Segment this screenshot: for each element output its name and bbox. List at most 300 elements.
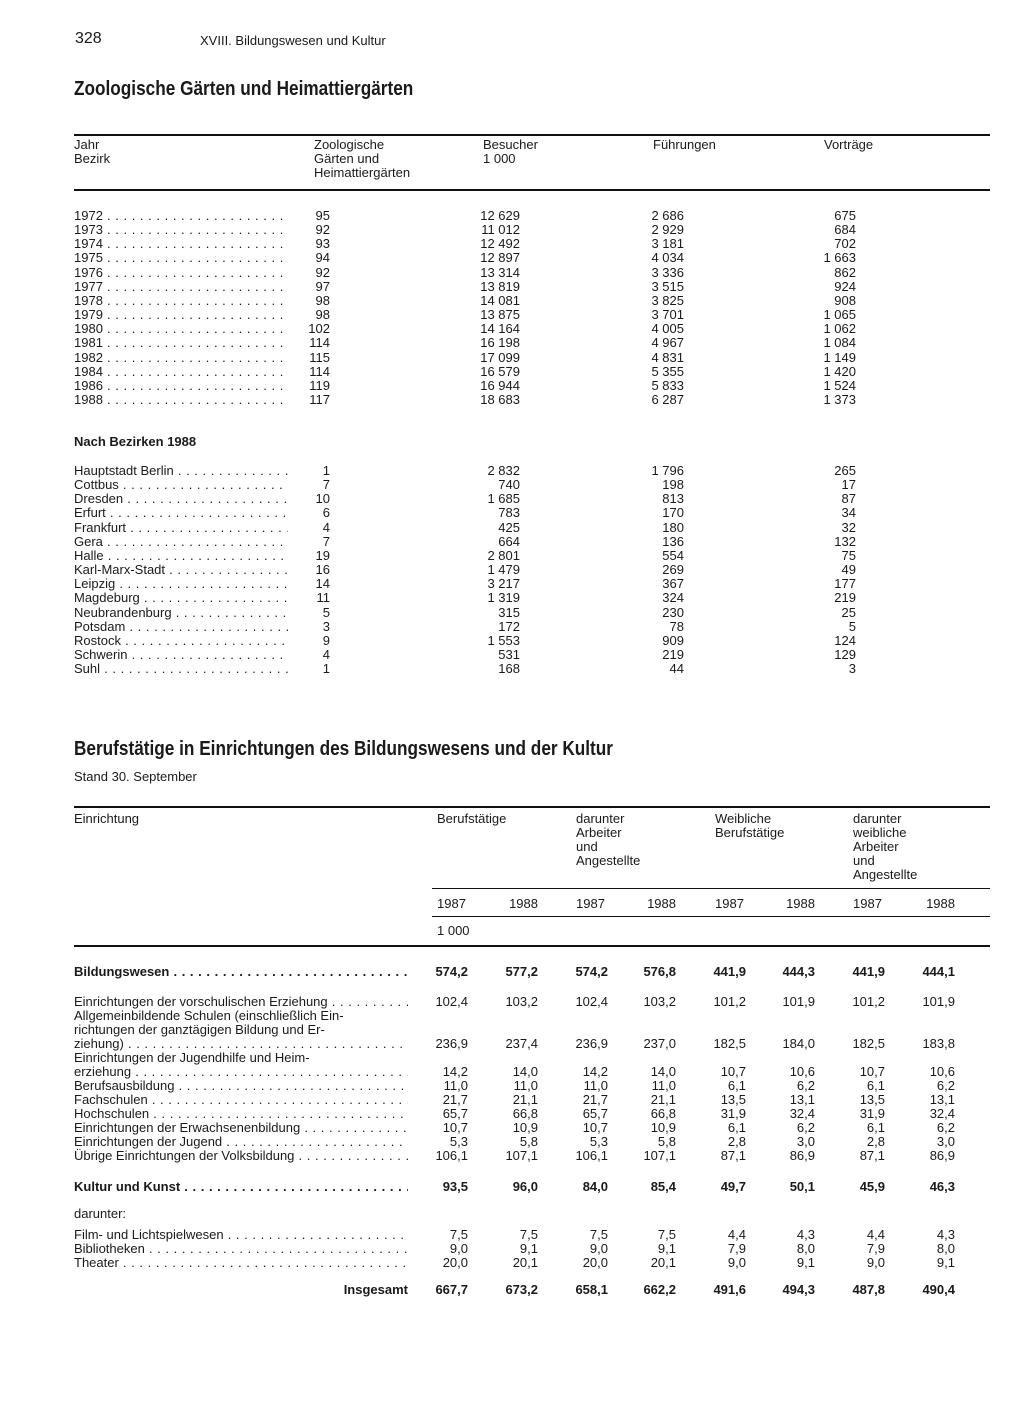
year-row-value: 1 420 bbox=[823, 363, 856, 379]
district-row-label: Gera . . . bbox=[74, 535, 288, 549]
district-row-label: Hauptstadt Berlin . . . bbox=[74, 464, 288, 478]
table2-cell: 102,4 bbox=[575, 994, 608, 1009]
district-row-value: 5 bbox=[322, 604, 330, 620]
district-row bbox=[0, 563, 1024, 577]
year-row-label: 1988 . . . bbox=[74, 393, 288, 407]
table2-cell: 14,2 bbox=[582, 1064, 608, 1079]
table2-year-header: 1988 bbox=[786, 896, 815, 911]
district-row-value: 265 bbox=[834, 463, 856, 478]
table2-cell: 444,3 bbox=[782, 964, 815, 979]
table2-cell: 86,9 bbox=[789, 1148, 815, 1163]
table2-cell: 14,0 bbox=[512, 1064, 538, 1079]
district-row-value: 25 bbox=[841, 604, 856, 620]
table2-header-weibliche-arbeiter: darunter weibliche Arbeiter und Angestellte bbox=[853, 811, 918, 882]
district-row-value: 180 bbox=[662, 519, 684, 535]
table2-cell: 107,1 bbox=[643, 1148, 676, 1163]
table1-header-vortraege: Vorträge bbox=[824, 137, 874, 152]
table2-row-label: Einrichtungen der Jugendhilfe und Heim- bbox=[74, 1051, 310, 1065]
table2-cell: 107,1 bbox=[505, 1148, 538, 1163]
table2-subtitle: Stand 30. September bbox=[74, 769, 197, 784]
table2-cell: 182,5 bbox=[852, 1036, 885, 1051]
year-row-value: 1 373 bbox=[823, 391, 856, 407]
table2-cell: 2,8 bbox=[866, 1134, 885, 1149]
table2-cell: 66,8 bbox=[650, 1106, 676, 1121]
table2-unit: 1 000 bbox=[437, 923, 470, 938]
year-row bbox=[0, 280, 1024, 294]
table2-header-berufstaetige: Berufstätige bbox=[437, 811, 507, 826]
year-row-value: 16 579 bbox=[480, 363, 520, 379]
table2-cell: 101,2 bbox=[713, 994, 746, 1009]
district-row-label: Dresden . . . bbox=[74, 492, 288, 506]
table2-cell: 9,0 bbox=[866, 1255, 885, 1270]
table2-row-label: Theater . . . bbox=[74, 1256, 408, 1270]
table2-cell: 87,1 bbox=[859, 1148, 885, 1163]
district-row-value: 172 bbox=[498, 618, 520, 634]
table2-cell: 9,0 bbox=[449, 1241, 468, 1256]
year-row-value: 1 084 bbox=[823, 335, 856, 351]
year-row-value: 93 bbox=[315, 236, 330, 252]
district-row-label: Schwerin . . . bbox=[74, 648, 288, 662]
table2-year-rule bbox=[432, 888, 990, 889]
table2-cell: 65,7 bbox=[442, 1106, 468, 1121]
table2-cell: 6,1 bbox=[727, 1120, 746, 1135]
district-row-value: 32 bbox=[841, 519, 856, 535]
district-row-label: Cottbus . . . bbox=[74, 478, 288, 492]
table2-cell: 84,0 bbox=[582, 1179, 608, 1194]
district-row-value: 3 bbox=[848, 661, 856, 677]
table2-cell: 673,2 bbox=[505, 1282, 538, 1297]
table2-row bbox=[0, 1079, 1024, 1093]
district-row bbox=[0, 506, 1024, 520]
table2-cell: 574,2 bbox=[575, 964, 608, 979]
district-row bbox=[0, 591, 1024, 605]
year-row bbox=[0, 365, 1024, 379]
table2-row bbox=[0, 995, 1024, 1009]
year-row-value: 119 bbox=[309, 377, 330, 393]
district-row-value: 132 bbox=[834, 533, 856, 549]
table2-cell: 65,7 bbox=[582, 1106, 608, 1121]
table2-cell: 6,1 bbox=[866, 1078, 885, 1093]
table2-cell: 667,7 bbox=[435, 1282, 468, 1297]
table2-cell: 7,9 bbox=[727, 1241, 746, 1256]
year-row-label: 1982 . . . bbox=[74, 351, 288, 365]
district-row bbox=[0, 535, 1024, 549]
year-row bbox=[0, 266, 1024, 280]
district-row-value: 219 bbox=[662, 646, 684, 662]
district-row-label: Suhl . . . bbox=[74, 662, 288, 676]
table2-cell: 102,4 bbox=[435, 994, 468, 1009]
district-row-value: 367 bbox=[662, 576, 684, 592]
table2-cell: 662,2 bbox=[643, 1282, 676, 1297]
district-row-value: 124 bbox=[834, 632, 856, 648]
table2-cell: 184,0 bbox=[782, 1036, 815, 1051]
year-row-label: 1981 . . . bbox=[74, 336, 288, 350]
district-row-value: 4 bbox=[322, 519, 330, 535]
year-row-value: 114 bbox=[309, 335, 330, 351]
table2-cell: 20,0 bbox=[582, 1255, 608, 1270]
year-row-value: 94 bbox=[315, 250, 330, 266]
table2-cell: 10,6 bbox=[789, 1064, 815, 1079]
table2-row-label: Kultur und Kunst . . . bbox=[74, 1180, 408, 1194]
table2-cell: 4,4 bbox=[727, 1227, 746, 1242]
table2-row bbox=[0, 1228, 1024, 1242]
table2-row bbox=[0, 1037, 1024, 1051]
district-row-value: 813 bbox=[662, 491, 684, 507]
district-row-value: 198 bbox=[662, 477, 684, 493]
table2-cell: 9,1 bbox=[796, 1255, 815, 1270]
district-row-value: 168 bbox=[498, 661, 520, 677]
table2-row-label: Hochschulen . . . bbox=[74, 1107, 408, 1121]
district-row-value: 2 801 bbox=[487, 547, 520, 563]
table2-cell: 10,7 bbox=[582, 1120, 608, 1135]
year-row-value: 16 198 bbox=[480, 335, 520, 351]
table2-row-label: Bildungswesen . . . bbox=[74, 965, 408, 979]
year-row-value: 4 967 bbox=[651, 335, 684, 351]
district-row-value: 136 bbox=[662, 533, 684, 549]
district-row-value: 1 796 bbox=[651, 463, 684, 478]
table2-row bbox=[0, 1149, 1024, 1163]
table2-row bbox=[0, 1065, 1024, 1079]
district-row-label: Halle . . . bbox=[74, 549, 288, 563]
table2-cell: 20,0 bbox=[442, 1255, 468, 1270]
table2-cell: 13,1 bbox=[929, 1092, 955, 1107]
table2-cell: 9,1 bbox=[519, 1241, 538, 1256]
table2-cell: 14,0 bbox=[650, 1064, 676, 1079]
table2-header-weibliche: Weibliche Berufstätige bbox=[715, 811, 785, 840]
table2-row bbox=[0, 1207, 1024, 1221]
table2-row bbox=[0, 1180, 1024, 1194]
district-row bbox=[0, 606, 1024, 620]
table2-cell: 11,0 bbox=[513, 1078, 538, 1093]
district-row-value: 3 bbox=[322, 618, 330, 634]
table2-row bbox=[0, 1135, 1024, 1149]
district-row bbox=[0, 634, 1024, 648]
table2-row bbox=[0, 1051, 1024, 1065]
year-row-value: 1 524 bbox=[823, 377, 856, 393]
district-row-label: Erfurt . . . bbox=[74, 506, 288, 520]
year-row-value: 5 833 bbox=[651, 377, 684, 393]
district-row-value: 1 319 bbox=[487, 590, 520, 606]
table2-cell: 101,2 bbox=[852, 994, 885, 1009]
table2-year-header: 1987 bbox=[576, 896, 605, 911]
table2-row-label: Fachschulen . . . bbox=[74, 1093, 408, 1107]
district-row-value: 17 bbox=[841, 477, 856, 493]
table2-cell: 14,2 bbox=[442, 1064, 468, 1079]
table2-top-rule bbox=[74, 806, 990, 808]
district-row-value: 664 bbox=[498, 533, 520, 549]
year-row-label: 1974 . . . bbox=[74, 237, 288, 251]
district-row-value: 3 217 bbox=[487, 576, 520, 592]
table2-cell: 237,0 bbox=[643, 1036, 676, 1051]
table2-cell: 10,9 bbox=[650, 1120, 676, 1135]
district-row-value: 177 bbox=[834, 576, 856, 592]
table2-cell: 236,9 bbox=[435, 1036, 468, 1051]
district-row-label: Karl-Marx-Stadt . . . bbox=[74, 563, 288, 577]
table2-cell: 21,7 bbox=[582, 1092, 608, 1107]
table2-row bbox=[0, 1093, 1024, 1107]
table2-row bbox=[0, 1107, 1024, 1121]
year-row-value: 3 181 bbox=[651, 236, 684, 252]
year-row-value: 3 336 bbox=[651, 264, 684, 280]
table1-top-rule bbox=[74, 134, 990, 136]
year-row bbox=[0, 251, 1024, 265]
year-row-label: 1978 . . . bbox=[74, 294, 288, 308]
district-row-label: Magdeburg . . . bbox=[74, 591, 288, 605]
table2-cell: 494,3 bbox=[782, 1282, 815, 1297]
table2-cell: 491,6 bbox=[713, 1282, 746, 1297]
district-row-value: 87 bbox=[841, 491, 856, 507]
table2-year-header: 1988 bbox=[509, 896, 538, 911]
table1-title: Zoologische Gärten und Heimattiergärten bbox=[74, 78, 414, 100]
year-row-value: 98 bbox=[315, 307, 330, 323]
year-row-value: 4 034 bbox=[651, 250, 684, 266]
year-row-value: 12 492 bbox=[480, 236, 520, 252]
table2-cell: 45,9 bbox=[859, 1179, 885, 1194]
year-row bbox=[0, 351, 1024, 365]
table2-row-label: Bibliotheken . . . bbox=[74, 1242, 408, 1256]
year-row bbox=[0, 223, 1024, 237]
table2-cell: 6,2 bbox=[936, 1078, 955, 1093]
year-row-value: 12 897 bbox=[480, 250, 520, 266]
year-row-value: 4 831 bbox=[651, 349, 684, 365]
year-row-value: 92 bbox=[315, 264, 330, 280]
table2-cell: 236,9 bbox=[575, 1036, 608, 1051]
table2-cell: 10,7 bbox=[720, 1064, 746, 1079]
district-row-value: 1 553 bbox=[487, 632, 520, 648]
year-row-value: 14 164 bbox=[480, 321, 520, 337]
table2-row-label: Übrige Einrichtungen der Volksbildung . . . bbox=[74, 1149, 408, 1163]
district-row-value: 269 bbox=[662, 562, 684, 578]
year-row-value: 97 bbox=[315, 278, 330, 294]
table2-cell: 441,9 bbox=[852, 964, 885, 979]
district-row bbox=[0, 620, 1024, 634]
table2-cell: 490,4 bbox=[922, 1282, 955, 1297]
table2-cell: 7,5 bbox=[589, 1227, 608, 1242]
table2-cell: 31,9 bbox=[720, 1106, 746, 1121]
table2-header-einrichtung: Einrichtung bbox=[74, 811, 140, 826]
table2-row bbox=[0, 1283, 1024, 1297]
district-row-value: 7 bbox=[322, 477, 330, 493]
year-row-value: 3 701 bbox=[651, 307, 684, 323]
district-row bbox=[0, 478, 1024, 492]
year-row-label: 1972 . . . bbox=[74, 209, 288, 223]
year-row-value: 1 149 bbox=[823, 349, 856, 365]
table2-cell: 9,1 bbox=[657, 1241, 676, 1256]
district-row-value: 1 bbox=[322, 463, 330, 478]
year-row-label: 1979 . . . bbox=[74, 308, 288, 322]
table2-cell: 49,7 bbox=[720, 1179, 746, 1194]
district-row-value: 219 bbox=[834, 590, 856, 606]
year-row-value: 117 bbox=[309, 391, 330, 407]
district-row-value: 425 bbox=[498, 519, 520, 535]
district-row-label: Potsdam . . . bbox=[74, 620, 288, 634]
year-row-label: 1977 . . . bbox=[74, 280, 288, 294]
table2-cell: 576,8 bbox=[643, 964, 676, 979]
district-row-value: 19 bbox=[315, 547, 330, 563]
table2-cell: 11,0 bbox=[583, 1078, 608, 1093]
year-row-value: 4 005 bbox=[651, 321, 684, 337]
year-row-label: 1984 . . . bbox=[74, 365, 288, 379]
district-row-value: 7 bbox=[322, 533, 330, 549]
table2-cell: 7,5 bbox=[657, 1227, 676, 1242]
year-row-value: 102 bbox=[308, 321, 330, 337]
district-row-label: Rostock . . . bbox=[74, 634, 288, 648]
district-row bbox=[0, 549, 1024, 563]
district-row-value: 44 bbox=[669, 661, 684, 677]
table2-row bbox=[0, 965, 1024, 979]
district-row bbox=[0, 464, 1024, 478]
chapter-heading: XVIII. Bildungswesen und Kultur bbox=[200, 33, 386, 48]
table2-row bbox=[0, 1256, 1024, 1270]
district-row-label: Neubrandenburg . . . bbox=[74, 606, 288, 620]
district-row-value: 1 bbox=[322, 661, 330, 677]
district-row-value: 10 bbox=[315, 491, 330, 507]
table2-cell: 87,1 bbox=[720, 1148, 746, 1163]
table2-row-label: Film- und Lichtspielwesen . . . bbox=[74, 1228, 408, 1242]
table2-row bbox=[0, 1121, 1024, 1135]
table2-cell: 9,0 bbox=[727, 1255, 746, 1270]
year-row-value: 3 825 bbox=[651, 292, 684, 308]
table2-cell: 21,1 bbox=[650, 1092, 676, 1107]
table2-cell: 182,5 bbox=[713, 1036, 746, 1051]
table1-header-fuehrungen: Führungen bbox=[653, 137, 716, 152]
year-row-value: 16 944 bbox=[480, 377, 520, 393]
district-row-value: 324 bbox=[662, 590, 684, 606]
table1-section-label: Nach Bezirken 1988 bbox=[74, 434, 197, 449]
year-row-label: 1986 . . . bbox=[74, 379, 288, 393]
year-row-value: 1 065 bbox=[823, 307, 856, 323]
year-row-value: 13 819 bbox=[480, 278, 520, 294]
district-row-value: 909 bbox=[662, 632, 684, 648]
district-row bbox=[0, 662, 1024, 676]
district-row-value: 554 bbox=[662, 547, 684, 563]
table2-cell: 6,1 bbox=[866, 1120, 885, 1135]
table2-row bbox=[0, 1009, 1024, 1023]
table2-cell: 32,4 bbox=[929, 1106, 955, 1121]
table1-header-rule bbox=[74, 189, 990, 191]
year-row-value: 114 bbox=[309, 363, 330, 379]
district-row-value: 9 bbox=[322, 632, 330, 648]
table2-cell: 20,1 bbox=[512, 1255, 538, 1270]
table2-cell: 106,1 bbox=[575, 1148, 608, 1163]
year-row-value: 2 929 bbox=[651, 222, 684, 238]
table2-cell: 10,9 bbox=[512, 1120, 538, 1135]
year-row bbox=[0, 237, 1024, 251]
table2-cell: 13,5 bbox=[720, 1092, 746, 1107]
district-row-value: 5 bbox=[848, 618, 856, 634]
year-row-value: 3 515 bbox=[651, 278, 684, 294]
year-row-value: 1 663 bbox=[823, 250, 856, 266]
table2-cell: 50,1 bbox=[789, 1179, 815, 1194]
year-row-label: 1975 . . . bbox=[74, 251, 288, 265]
table2-cell: 6,2 bbox=[936, 1120, 955, 1135]
table2-cell: 8,0 bbox=[936, 1241, 955, 1256]
year-row-value: 13 314 bbox=[480, 264, 520, 280]
table2-cell: 4,3 bbox=[796, 1227, 815, 1242]
table2-cell: 183,8 bbox=[922, 1036, 955, 1051]
district-row bbox=[0, 492, 1024, 506]
table2-cell: 10,7 bbox=[859, 1064, 885, 1079]
table2-row-label: ziehung) . . . bbox=[74, 1037, 408, 1051]
year-row-value: 675 bbox=[834, 208, 856, 223]
year-row bbox=[0, 393, 1024, 407]
table2-cell: 577,2 bbox=[505, 964, 538, 979]
table2-cell: 5,8 bbox=[519, 1134, 538, 1149]
table2-cell: 96,0 bbox=[512, 1179, 538, 1194]
table2-year-header: 1987 bbox=[853, 896, 882, 911]
page-number: 328 bbox=[75, 30, 102, 47]
district-row-value: 740 bbox=[498, 477, 520, 493]
year-row bbox=[0, 294, 1024, 308]
table2-cell: 13,5 bbox=[859, 1092, 885, 1107]
table2-cell: 7,9 bbox=[866, 1241, 885, 1256]
table2-cell: 85,4 bbox=[650, 1179, 676, 1194]
table2-row-label: Insgesamt bbox=[343, 1283, 408, 1297]
table2-cell: 441,9 bbox=[713, 964, 746, 979]
district-row bbox=[0, 521, 1024, 535]
table2-row-label: darunter: bbox=[74, 1207, 127, 1221]
table2-cell: 86,9 bbox=[929, 1148, 955, 1163]
table2-cell: 11,0 bbox=[443, 1078, 468, 1093]
table2-row bbox=[0, 1023, 1024, 1037]
district-row-value: 49 bbox=[841, 562, 856, 578]
table2-cell: 11,0 bbox=[651, 1078, 676, 1093]
table2-cell: 13,1 bbox=[789, 1092, 815, 1107]
table2-row-label: erziehung . . . bbox=[74, 1065, 408, 1079]
year-row-value: 684 bbox=[834, 222, 856, 238]
table2-cell: 101,9 bbox=[922, 994, 955, 1009]
district-row-value: 34 bbox=[841, 505, 856, 521]
table2-cell: 5,3 bbox=[589, 1134, 608, 1149]
table2-cell: 93,5 bbox=[442, 1179, 468, 1194]
district-row-value: 11 bbox=[316, 590, 330, 606]
year-row-value: 862 bbox=[834, 264, 856, 280]
table2-year-header: 1987 bbox=[715, 896, 744, 911]
table2-cell: 7,5 bbox=[519, 1227, 538, 1242]
table2-cell: 487,8 bbox=[852, 1282, 885, 1297]
table2-year-header: 1988 bbox=[926, 896, 955, 911]
table2-year-header: 1988 bbox=[647, 896, 676, 911]
table2-header-arbeiter: darunter Arbeiter und Angestellte bbox=[576, 811, 641, 868]
year-row-value: 18 683 bbox=[480, 391, 520, 407]
table1-header-besucher: Besucher 1 000 bbox=[483, 137, 538, 166]
table2-cell: 101,9 bbox=[782, 994, 815, 1009]
year-row bbox=[0, 379, 1024, 393]
year-row-label: 1973 . . . bbox=[74, 223, 288, 237]
year-row-value: 14 081 bbox=[480, 292, 520, 308]
district-row-value: 170 bbox=[662, 505, 684, 521]
district-row bbox=[0, 577, 1024, 591]
district-row-value: 75 bbox=[841, 547, 856, 563]
year-row bbox=[0, 322, 1024, 336]
year-row-value: 5 355 bbox=[651, 363, 684, 379]
year-row-value: 924 bbox=[834, 278, 856, 294]
table2-year-header: 1987 bbox=[437, 896, 466, 911]
table2-row-label: Einrichtungen der Jugend . . . bbox=[74, 1135, 408, 1149]
year-row-value: 115 bbox=[309, 349, 330, 365]
table2-cell: 5,3 bbox=[449, 1134, 468, 1149]
table2-title: Berufstätige in Einrichtungen des Bildungswesens und der Kultur bbox=[74, 738, 613, 760]
year-row bbox=[0, 209, 1024, 223]
table2-cell: 2,8 bbox=[727, 1134, 746, 1149]
district-row-value: 230 bbox=[662, 604, 684, 620]
table2-cell: 6,2 bbox=[796, 1120, 815, 1135]
year-row-value: 702 bbox=[834, 236, 856, 252]
table2-cell: 10,6 bbox=[929, 1064, 955, 1079]
table2-cell: 237,4 bbox=[505, 1036, 538, 1051]
table2-row bbox=[0, 1242, 1024, 1256]
table2-cell: 103,2 bbox=[643, 994, 676, 1009]
